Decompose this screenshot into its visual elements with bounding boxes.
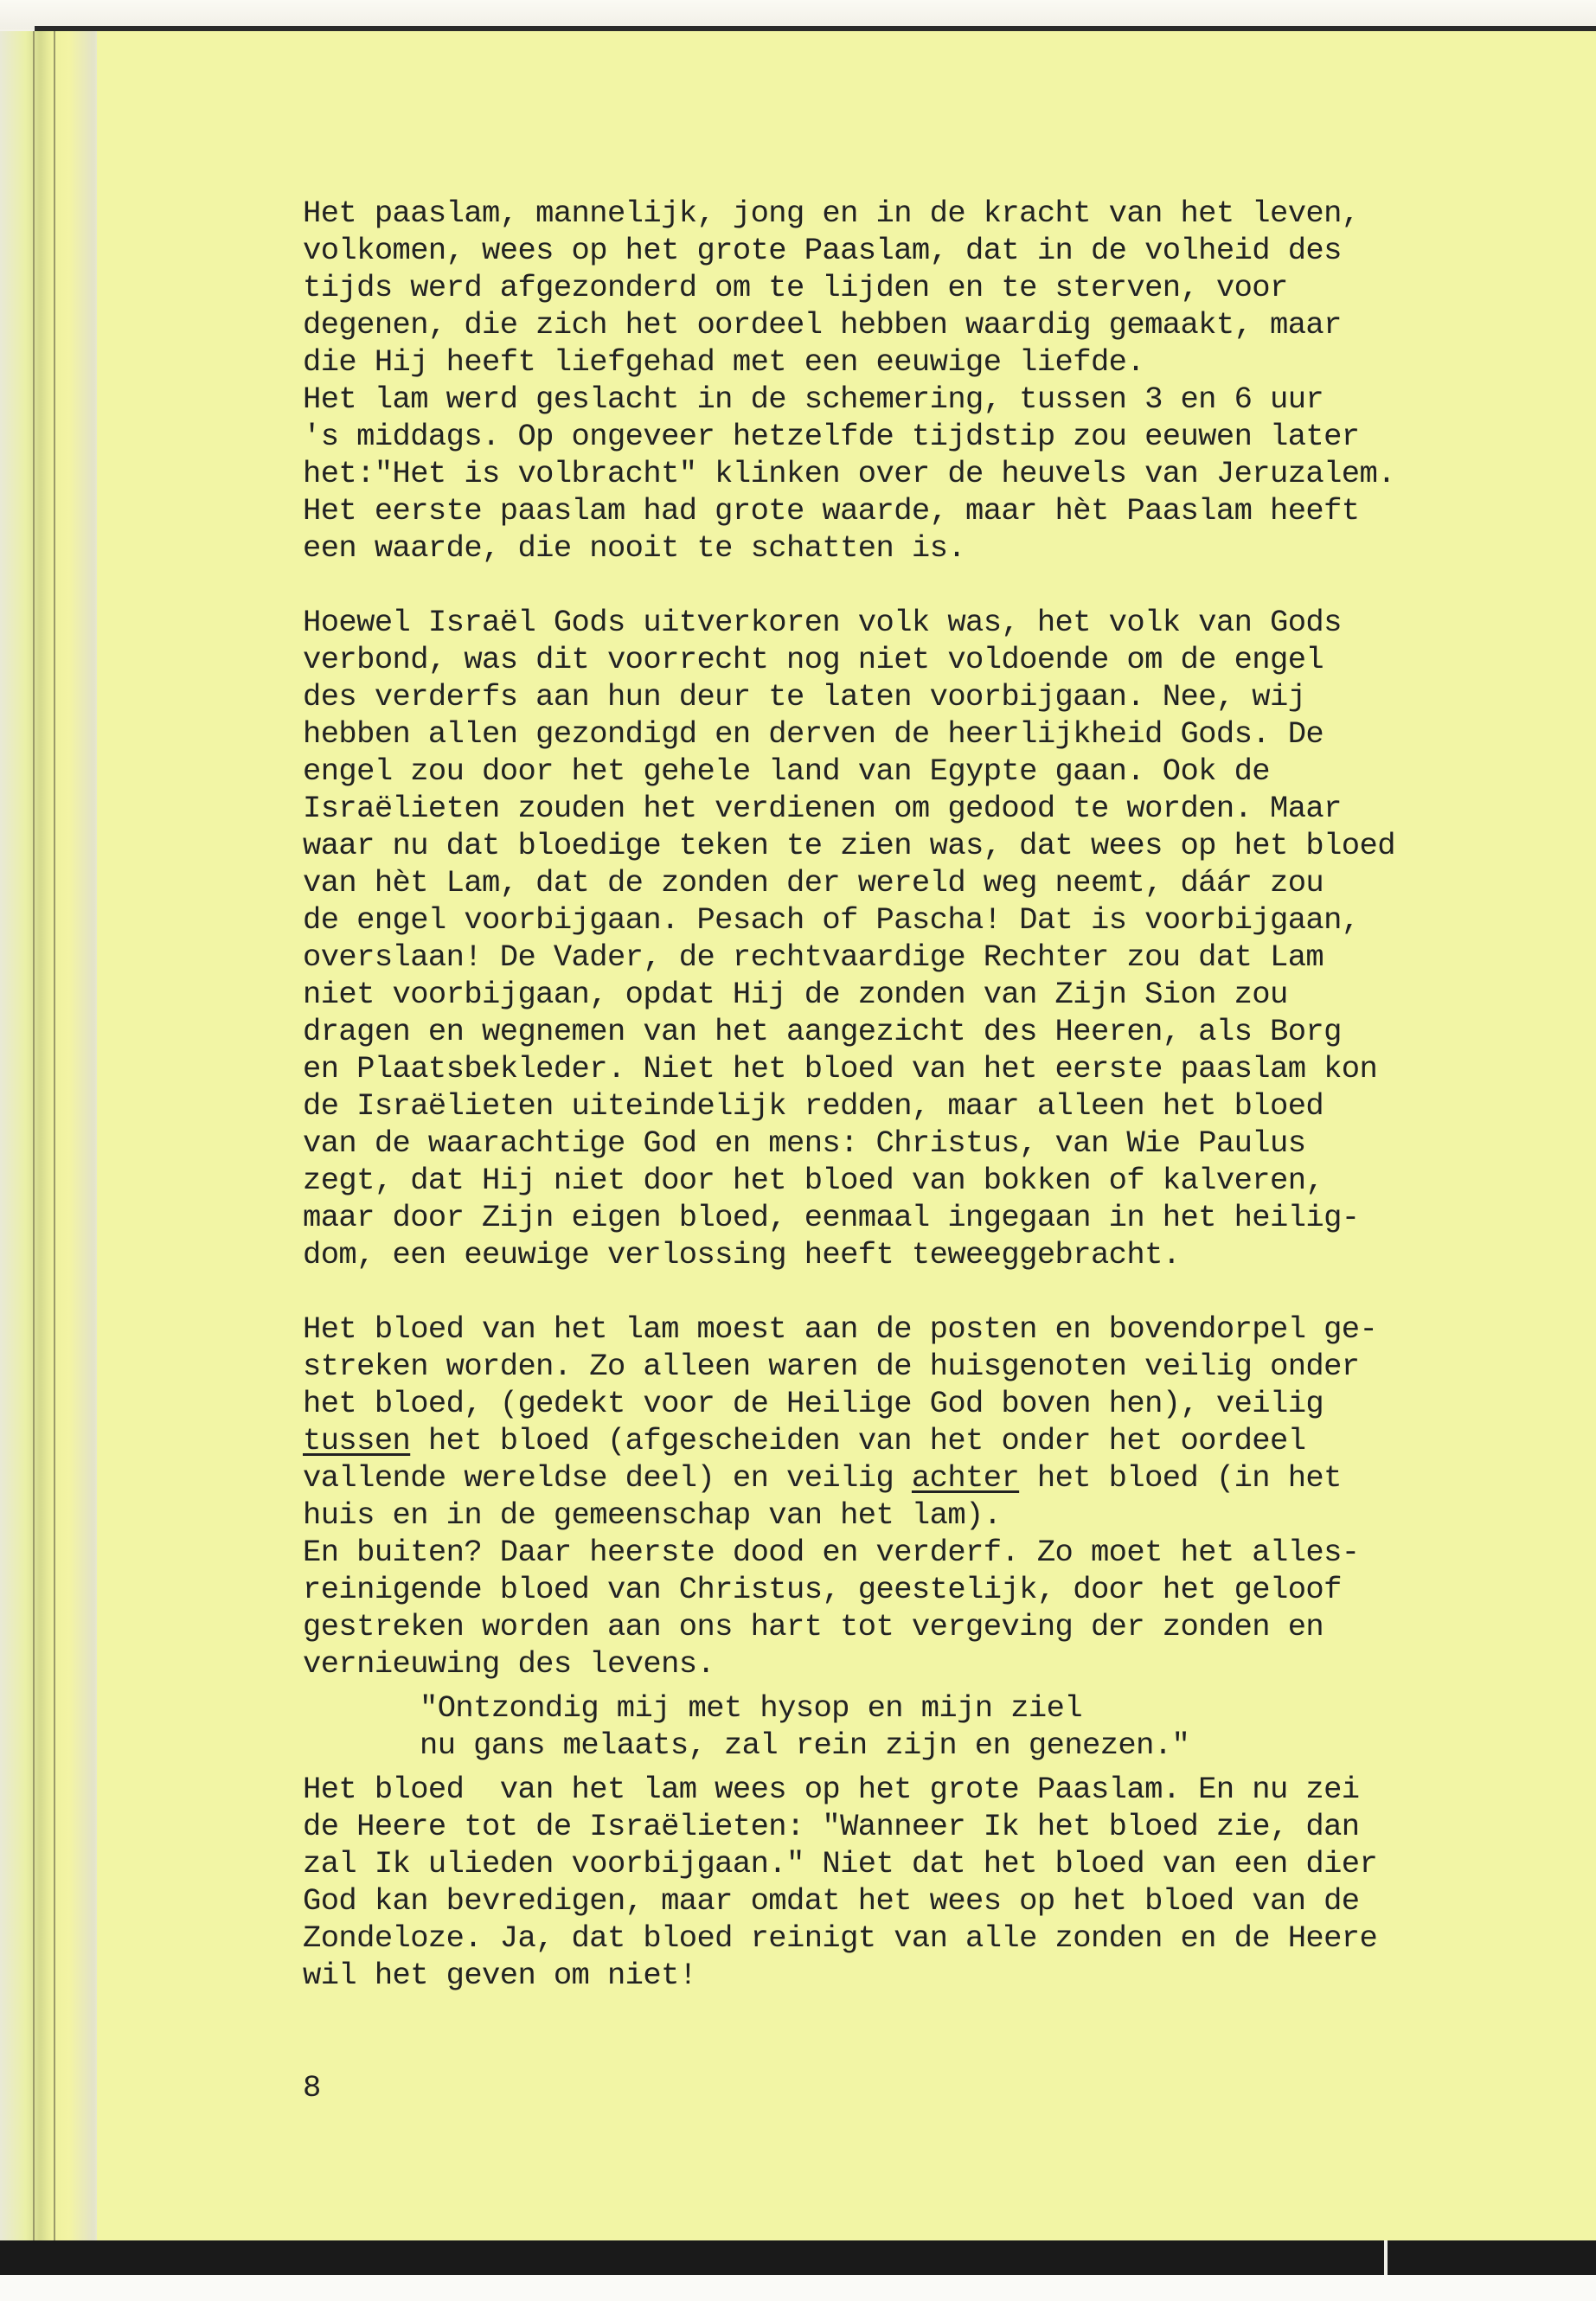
text-line: en Plaatsbekleder. Niet het bloed van het eerste paaslam kon (303, 1051, 1378, 1086)
text-line: Hoewel Israël Gods uitverkoren volk was, het volk van Gods (303, 605, 1342, 640)
text-line: een waarde, die nooit te schatten is. (303, 530, 966, 566)
binding-line (54, 31, 55, 2246)
text-line: overslaan! De Vader, de rechtvaardige Rechter zou dat Lam (303, 939, 1324, 975)
text-line: reinigende bloed van Christus, geestelijk, door het geloof (303, 1572, 1342, 1607)
bottom-edge-mark (1384, 2240, 1388, 2275)
text-line: verbond, was dit voorrecht nog niet voldoende om de engel (303, 642, 1324, 677)
text-segment: het bloed (in het (1019, 1460, 1342, 1496)
text-line (303, 1459, 1471, 1497)
text-line: 's middags. Op ongeveer hetzelfde tijdstip zou eeuwen later (303, 419, 1360, 454)
book-binding-edge (0, 31, 104, 2246)
text-line: van hèt Lam, dat de zonden der wereld weg neemt, dáár zou (303, 865, 1324, 901)
text-line: gestreken worden aan ons hart tot vergeving der zonden en (303, 1609, 1324, 1644)
text-line: Het paaslam, mannelijk, jong en in de kracht van het leven, (303, 195, 1360, 231)
scan-top-edge (0, 0, 1596, 29)
paragraph-1 (303, 195, 1471, 567)
text-line: vernieuwing des levens. (303, 1646, 715, 1682)
text-line: het bloed, (gedekt voor de Heilige God boven hen), veilig (303, 1386, 1324, 1421)
text-line: de engel voorbijgaan. Pesach of Pascha! Dat is voorbijgaan, (303, 902, 1360, 938)
text-segment: het bloed (afgescheiden van het onder het oordeel (410, 1423, 1306, 1458)
text-line: engel zou door het gehele land van Egypte gaan. Ook de (303, 753, 1270, 789)
page-number: 8 (303, 2070, 322, 2106)
underlined-word: tussen (303, 1423, 411, 1458)
underlined-word: achter (911, 1460, 1020, 1496)
text-line: huis en in de gemeenschap van het lam). (303, 1497, 1002, 1533)
text-line: tijds werd afgezonderd om te lijden en te sterven, voor (303, 270, 1288, 305)
text-line: dom, een eeuwige verlossing heeft teweeggebracht. (303, 1237, 1181, 1272)
quote-line: nu gans melaats, zal rein zijn en genezen." (420, 1727, 1190, 1763)
text-line: Het bloed van het lam moest aan de posten en bovendorpel ge- (303, 1311, 1378, 1347)
text-line: zegt, dat Hij niet door het bloed van bokken of kalveren, (303, 1163, 1324, 1198)
paragraph-gap (303, 567, 1471, 604)
text-line: hebben allen gezondigd en derven de heerlijkheid Gods. De (303, 716, 1324, 752)
text-line: van de waarachtige God en mens: Christus, van Wie Paulus (303, 1125, 1306, 1161)
text-line: zal Ik ulieden voorbijgaan." Niet dat het bloed van een dier (303, 1846, 1378, 1881)
text-segment: vallende wereldse deel) en veilig (303, 1460, 912, 1496)
text-line: wil het geven om niet! (303, 1958, 697, 1993)
text-line: Het eerste paaslam had grote waarde, maar hèt Paaslam heeft (303, 493, 1360, 529)
text-line: Israëlieten zouden het verdienen om gedood te worden. Maar (303, 791, 1342, 826)
quote-line: "Ontzondig mij met hysop en mijn ziel (420, 1690, 1083, 1726)
paragraph-3 (303, 1311, 1471, 1682)
text-line: de Heere tot de Israëlieten: "Wanneer Ik het bloed zie, dan (303, 1809, 1360, 1844)
text-line: Het bloed van het lam wees op het grote Paaslam. En nu zei (303, 1772, 1360, 1807)
text-line: Het lam werd geslacht in de schemering, tussen 3 en 6 uur (303, 381, 1324, 417)
quote (303, 1689, 1471, 1764)
text-line: dragen en wegnemen van het aangezicht des Heeren, als Borg (303, 1014, 1342, 1049)
paragraph-2 (303, 604, 1471, 1273)
text-line (303, 1422, 1471, 1459)
text-line: waar nu dat bloedige teken te zien was, dat wees op het bloed (303, 828, 1395, 863)
scan-bottom-margin (0, 2275, 1596, 2301)
text-line: degenen, die zich het oordeel hebben waardig gemaakt, maar (303, 307, 1342, 343)
scan-bottom-edge (0, 2240, 1596, 2275)
page-text (303, 195, 1471, 1994)
paragraph-gap (303, 1273, 1471, 1311)
text-line: streken worden. Zo alleen waren de huisgenoten veilig onder (303, 1349, 1360, 1384)
paragraph-5 (303, 1771, 1471, 1994)
text-line: volkomen, wees op het grote Paaslam, dat in de volheid des (303, 233, 1342, 268)
binding-line (33, 31, 35, 2246)
text-line: het:"Het is volbracht" klinken over de heuvels van Jeruzalem. (303, 456, 1395, 491)
text-line: des verderfs aan hun deur te laten voorbijgaan. Nee, wij (303, 679, 1306, 715)
text-line: God kan bevredigen, maar omdat het wees op het bloed van de (303, 1883, 1360, 1919)
text-line: de Israëlieten uiteindelijk redden, maar alleen het bloed (303, 1088, 1324, 1124)
text-line: die Hij heeft liefgehad met een eeuwige liefde. (303, 344, 1145, 380)
text-line: niet voorbijgaan, opdat Hij de zonden van Zijn Sion zou (303, 977, 1288, 1012)
text-line: En buiten? Daar heerste dood en verderf. Zo moet het alles- (303, 1535, 1360, 1570)
text-line: maar door Zijn eigen bloed, eenmaal ingegaan in het heilig- (303, 1200, 1360, 1235)
text-line: Zondeloze. Ja, dat bloed reinigt van alle zonden en de Heere (303, 1920, 1378, 1956)
